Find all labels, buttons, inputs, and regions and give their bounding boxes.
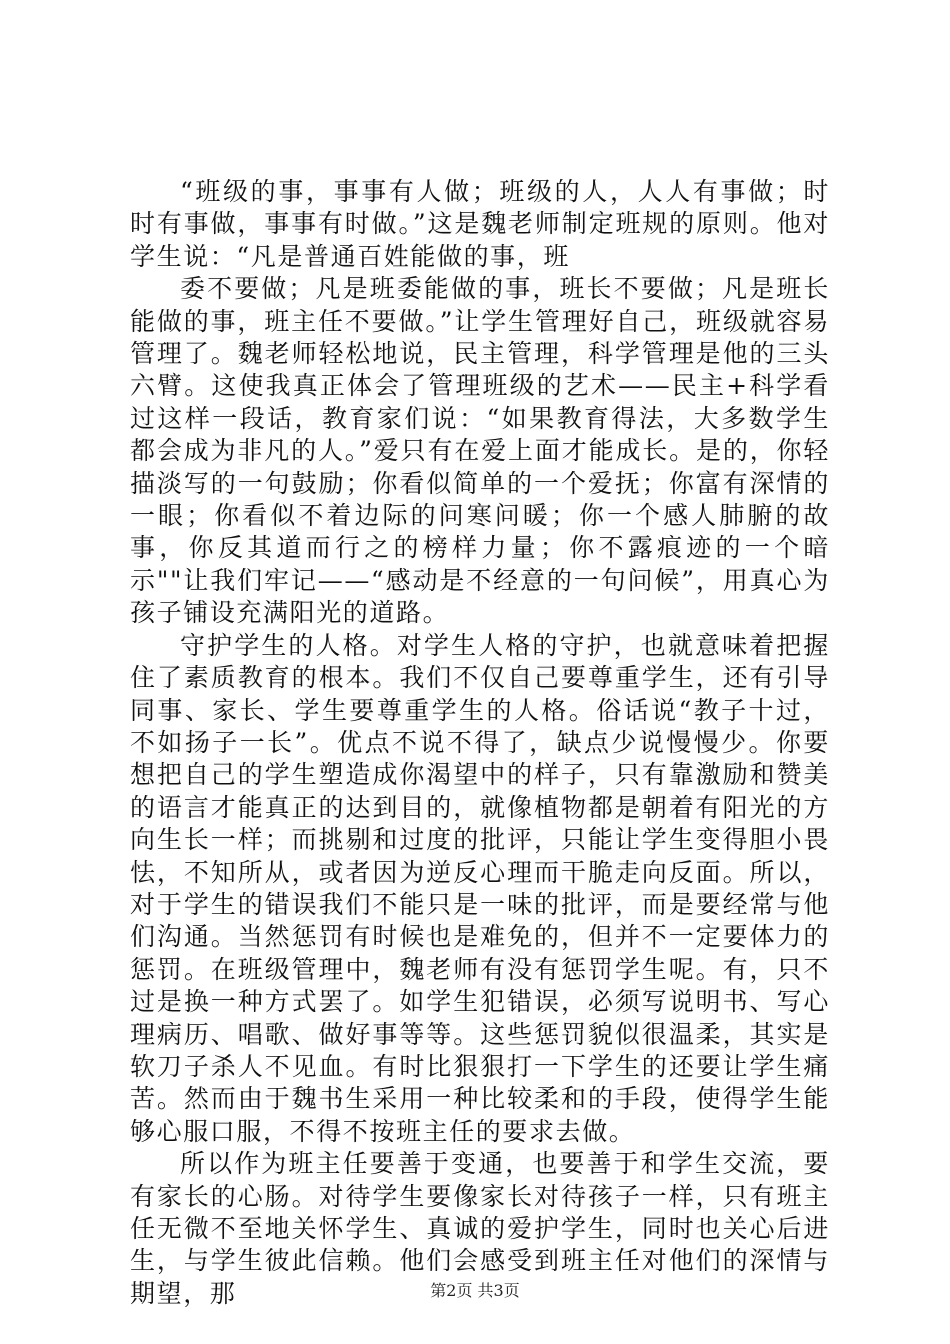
paragraph: “班级的事，事事有人做；班级的人，人人有事做；时时有事做，事事有时做。”这是魏老师制定班规的原则。他对学生说：“凡是普通百姓能做的事，班 <box>130 177 830 271</box>
page-number-footer: 第2页 共3页 <box>430 1281 520 1300</box>
paragraph: 委不要做；凡是班委能做的事，班长不要做；凡是班长能做的事，班主任不要做。”让学生管理好自己，班级就容易管理了。魏老师轻松地说，民主管理，科学管理是他的三头六臂。这使我真正体会了管理班级的艺术——民主+科学看过这样一段话，教育家们说：“如果教育得法，大多数学生都会成为非凡的人。”爱只有在爱上面才能成长。是的，你轻描淡写的一句鼓励；你看似简单的一个爱抚；你富有深情的一眼；你看似不着边际的问寒问暖；你一个感人肺腑的故事，你反其道而行之的榜样力量；你不露痕迹的一个暗示""让我们牢记——“感动是不经意的一句问候”，用真心为孩子铺设充满阳光的道路。 <box>130 274 830 628</box>
paragraph: 所以作为班主任要善于变通，也要善于和学生交流，要有家长的心肠。对待学生要像家长对待孩子一样，只有班主任无微不至地关怀学生、真诚的爱护学生，同时也关心后进生，与学生彼此信赖。他们会感受到班主任对他们的深情与期望，那 <box>130 1149 830 1308</box>
document-body <box>130 176 830 1310</box>
paragraph: 守护学生的人格。对学生人格的守护，也就意味着把握住了素质教育的根本。我们不仅自己要尊重学生，还有引导同事、家长、学生要尊重学生的人格。俗话说“教子十过，不如扬子一长”。优点不说不得了，缺点少说慢慢少。你要想把自己的学生塑造成你渴望中的样子，只有靠激励和赞美的语言才能真正的达到目的，就像植物都是朝着有阳光的方向生长一样；而挑剔和过度的批评，只能让学生变得胆小畏怯，不知所从，或者因为逆反心理而干脆走向反面。所以，对于学生的错误我们不能只是一味的批评，而是要经常与他们沟通。当然惩罚有时候也是难免的，但并不一定要体力的惩罚。在班级管理中，魏老师有没有惩罚学生呢。有，只不过是换一种方式罢了。如学生犯错误，必须写说明书、写心理病历、唱歌、做好事等等。这些惩罚貌似很温柔，其实是软刀子杀人不见血。有时比狠狠打一下学生的还要让学生痛苦。然而由于魏书生采用一种比较柔和的手段，使得学生能够心服口服，不得不按班主任的要求去做。 <box>130 630 830 1146</box>
